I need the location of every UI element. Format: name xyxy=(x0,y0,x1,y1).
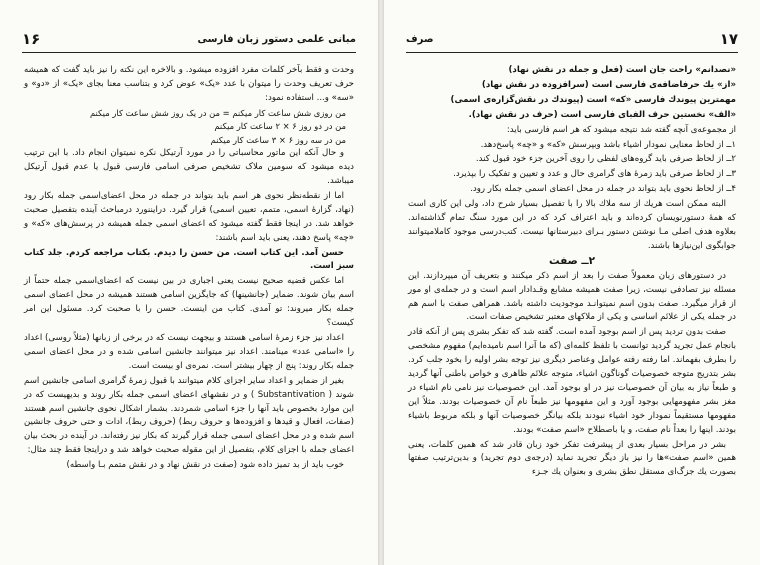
paragraph: و حال آنکه این ماتور محاسباتی را در مورد آرتیکل نکره نمیتوان انجام داد. با این ترتیب دیده میشود که سومین ملاک تشخیص صرفی اسامی فارسی قبول یا عدم قبول آرتیکل میباشد. xyxy=(24,148,354,187)
paragraph: صفت بدون تردید پس از اسم بوجود آمده است. گفته شد که تفکر بشری پس از آنکه قادر بانجام عمل تجرید گردید توانست با تلفظ کلمه‌ای (که ما آنرا اسم نامیده‌ایم) مفهوم مشخصی را بطرف بفهماند. اما رفته رفته عوامل وعناصر دیگری نیز توجه بشر اولیه را بخود جلب کرد. بشر بتدریج متوجه خصوصیات گوناگون اشیاء، متوجه علائم ظاهری و خواص باطنی آنها گردید و طبعاً نیاز به بیان آن خصوصیات نیز در او بوجود آمد. این خصوصیات نیز نامی نام اشیاء در مغز بشر مفهومهایی بوجود آورد و این مفهومها نیز طبعاً نام آن خصوصیات بودند. مثلاً این مفهومها مستقیماً نمودار خود اشیاء نبودند بلکه بیانگر خصوصیات آنها و بلکه مربوط باشیاء بودند. اینها را بعداً نام صفت، و یا باصطلاح «اسم صفت» بودند. xyxy=(408,327,736,435)
example-line: خوب باید از بد تمیز داده شود (صفت در نقش نهاد و در نقش متمم بـا واسطه) xyxy=(66,460,344,471)
right-page-body xyxy=(408,64,736,559)
paragraph: اما از نقطه‌نظر نحوی هر اسم باید بتواند در جمله در محل اعضای‌اسمی جمله بکار رود (نهاد، گزارهٔ اسمی، متمم، تعیین اسمی) قرار گیرد. درایننورد درمباحث آینده بتفصیل صحبت خواهد شد. در اینجا فقط گفته میشود که اعضای اسمی جمله همیشه در پرسش‌های «که» و «چه» پاسخ دهند، یعنی باید اسم باشند: xyxy=(24,190,354,243)
paragraph: اعداد نیز جزء زمرهٔ اسامی هستند و بیجهت نیست که در برخی از زبانها (مثلاً روسی) اعداد را «اسامی عدد» مینامند. اعداد نیز میتوانند جانشین اسامی شده و در محل اعضای اسمی جمله بکار روند: پنج از چهار بیشتر است. نمره‌ی او بیست است. xyxy=(24,333,354,371)
paragraph: از مجموعه‌ی آنچه گفته شد نتیجه میشود که هر اسم فارسی باید: xyxy=(506,124,736,135)
left-page-header xyxy=(22,30,356,53)
example-line: «از» یك حرفاضافه‌ی فارسی است (سرافزوده در نقش نهاد) xyxy=(481,79,736,90)
left-page xyxy=(0,0,378,565)
paragraph: اما عکس قضیه صحیح نیست یعنی اجباری در بین نیست که اعضای‌اسمی جمله حتماً از اسم بیان شوند. ضمایر (جانشینها) که جایگزین اسامی هستند همیشه در محل اعضای اسمی جمله بکار میروند: تو آمدی. کتاب من اینست. حسن را با صحبت کرد. مسئول این امر کیست؟ xyxy=(24,276,354,329)
paragraph: البته ممکن است هریك از سه ملاك بالا را با تفصیل بسیار شرح داد، ولی این کاری است که همهٔ دستورنویسان کرده‌اند و باید اعتراف کرد که در این مورد سنگ تمام گذاشته‌اند. بعلاوه هدف اصلی مـا نوشتن دستور بـرای دبیرستانها نیست. کتب‌درسی موجود کاملامیتوانند جوابگوی این‌نیازها باشند. xyxy=(408,199,736,251)
left-page-number: ۱۶ xyxy=(22,30,41,48)
list-item: ۲ــ از لحاظ صرفی باید گروه‌های لفظی را روی آخرین جزء خود قبول کند. xyxy=(475,154,736,165)
example-line: حسن آمد. این کتاب است. من حسن را دیدم. بکتاب مراجعه کردم. جلد کتاب سبز است. xyxy=(24,247,354,272)
list-item: ۴ــ از لحاظ نحوی باید بتواند در جمله در محل اعضای اسمی جمله بکار رود. xyxy=(470,184,736,195)
paragraph: بشر در مراحل بسیار بعدی از پیشرفت تفکر خود زبان قادر شد که همین کلمات، یعنی همین «اسم صفت»ها را نیز باز دیگر تجرید نماید (درجه‌ی دوم تجرید) و بدین‌ترتیب صفتها بصورت یك جزگ‌ای مستقل نطق بشری و بعنوان یك جـزء xyxy=(408,439,736,478)
left-page-body xyxy=(24,64,354,559)
section-heading: ۲ــ صفت xyxy=(548,254,596,267)
list-item: ۱ــ از لحاظ معنایی نمودار اشیاء باشد وبپرسش «که» و «چه» پاسخ‌دهد. xyxy=(480,139,736,150)
example-line: من روزی شش ساعت کار میکنم = من در یک روز شش ساعت کار میکنم xyxy=(89,107,346,118)
example-line: مهمترین پیوندك فارسی «كه» است (پیوندك در نقش‌گزاره‌ی اسمی) xyxy=(450,94,736,105)
example-line: «الف» نخستین حرف الفبای فارسی است (حرف در نقش نهاد). xyxy=(468,109,736,120)
example-line: من در دو روز ۶ × ۲ ساعت کار میکنم xyxy=(214,121,346,132)
right-page-number: ۱۷ xyxy=(719,30,738,48)
list-item: ۳ــ از لحاظ صرفی باید زمرهٔ های گرامری حال و عدد و تعیین و تفکیک را بپذیرد. xyxy=(453,169,736,180)
left-page-running-title: مبانی علمی دستور زبان فارسی xyxy=(197,34,356,45)
paragraph: وحدت و فقط بآخر کلمات مفرد افزوده میشود. و بالاخره این نکته را نیز باید گفت که همیشه حرف تعریف وحدت را میتوان با عدد «یک» عوض کرد و بتناسب معنا بجای «یک» از «دو» و «سه» و... استفاده نمود: xyxy=(24,65,354,103)
paragraph: در دستورهای زبان معمولاً صفت را بعد از اسم ذکر میکنند و بتعریف آن میپردازند. این مسئله نیز تصادفی نیست، زیرا صفت همیشه مشابع وقـدادار اسم است و در جمله‌ی او مور از قرار میگیرد. صفت بدون اسم نمیتوانـد موجودیت داشته باشد. همراهی صفت با اسم هم در جمله یکی از علائم اساسی و یکی از ملاکهای معتبر تشخیص صفات است. xyxy=(408,270,736,323)
right-page xyxy=(384,0,760,565)
paragraph: بغیر از ضمایر و اعداد سایر اجزای کلام میتوانند با قبول زمرهٔ گرامری اسامی جانشین اسم شوند ( Substantivation ) و در نقشهای اعضای اسمی جمله بکار روند و بدیهیست که در این موارد بخصوص باید آنها را جزء اسامی شمردند. بشمار اشکال نحوی جانشین اسم هستند (صفات، افعال و قیدها و افزوده‌ها و حروف ربط) (حروف ربط)، ادات و حتی حروف جانشین اسم شده و در محل اعضای اسمی جمله قرار گیرند که بکار نیز رفته‌اند. در آینده در بحث بیان اعضای جمله با اجزای کلام، بتفصیل از این مقوله صحبت خواهد شد و درایتجا فقط چند مثال: xyxy=(24,375,354,456)
right-page-running-title: صرف xyxy=(406,34,434,45)
right-page-header xyxy=(406,30,738,53)
example-line: «نصدانم» راحت جان است (فعل و جمله در نقش نهاد) xyxy=(508,65,736,75)
example-line: من در سه روز ۶ × ۳ ساعت کار میکنم xyxy=(210,134,346,145)
